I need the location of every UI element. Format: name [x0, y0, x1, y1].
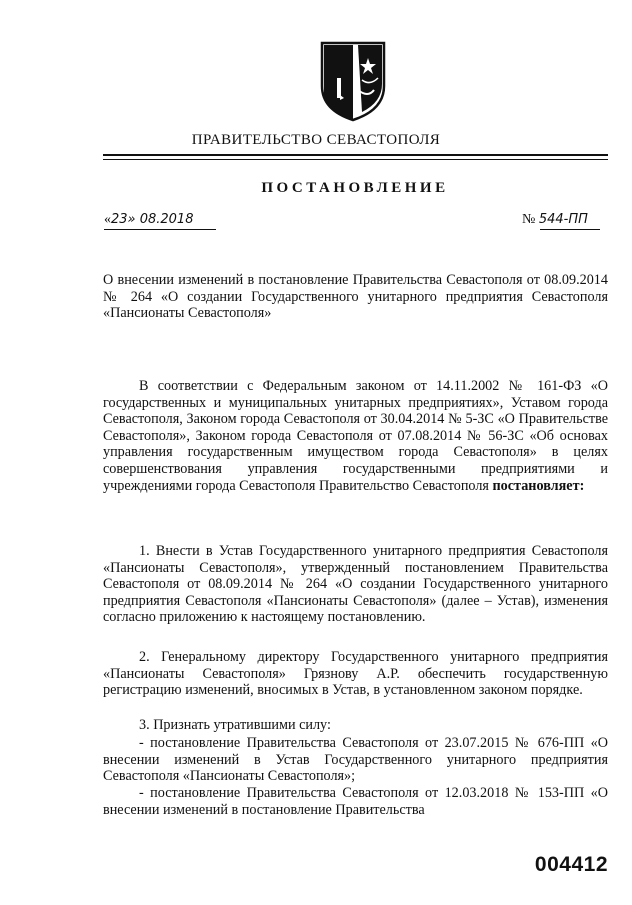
date-quote-open: « — [104, 212, 111, 227]
list-item: 3. Признать утратившими силу: — [139, 717, 331, 733]
date-underline — [104, 229, 216, 230]
header-rule-thick — [103, 154, 608, 156]
sevastopol-coat-of-arms — [318, 40, 388, 122]
preamble-paragraph — [103, 378, 608, 494]
document-type: ПОСТАНОВЛЕНИЕ — [261, 180, 449, 196]
list-item: - постановление Правительства Севастополя от 23.07.2015 № 676-ПП «О внесении изменений в Устав Государственного унитарного предприятия Севастополя «Пансионаты Севастополя»; — [103, 735, 608, 785]
number-underline — [540, 229, 600, 230]
preamble-text: В соответствии с Федеральным законом от 14.11.2002 № 161-ФЗ «О государственных и муниципальных унитарных предприятиях», Уставом города Севастополя, Законом города Севастополя от 30.04.2014 № 5-ЗС «О Правительстве Севастополя», Законом города Севастополя от 07.08.2014 № 56-ЗС «Об основах управления государственным имуществом города Севастополя» в целях совершенствования управления государственными предприятиями и учреждениями города Севастополя Правительство Севастополя — [103, 378, 608, 494]
date-day: 23 — [111, 212, 128, 227]
decree-word: постановляет: — [492, 477, 585, 494]
serial-number: 004412 — [534, 853, 608, 876]
number-prefix: № — [522, 212, 536, 227]
document-date — [104, 212, 214, 228]
list-item: 2. Генеральному директору Государственного унитарного предприятия «Пансионаты Севастополя» Грязнову А.Р. обеспечить государственную регистрацию изменений, вносимых в Устав, в установленном законом порядке. — [103, 649, 608, 699]
list-item: - постановление Правительства Севастополя от 12.03.2018 № 153-ПП «О внесении изменений в постановление Правительства — [103, 785, 608, 818]
list-item: 1. Внести в Устав Государственного унитарного предприятия Севастополя «Пансионаты Севастополя», утвержденный постановлением Правительства Севастополя от 08.09.2014 № 264 «О создании Государственного унитарного предприятия Севастополя «Пансионаты Севастополя» (далее – Устав), изменения согласно приложению к настоящему постановлению. — [103, 543, 608, 626]
date-month-year: » 08.2018 — [127, 212, 194, 227]
number-value: 544-ПП — [538, 212, 588, 227]
document-subject: О внесении изменений в постановление Правительства Севастополя от 08.09.2014 № 264 «О создании Государственного унитарного предприятия Севастополя «Пансионаты Севастополя» — [103, 272, 608, 322]
header-rule-thin — [103, 159, 608, 160]
document-number — [522, 212, 588, 228]
government-title: ПРАВИТЕЛЬСТВО СЕВАСТОПОЛЯ — [191, 132, 441, 148]
